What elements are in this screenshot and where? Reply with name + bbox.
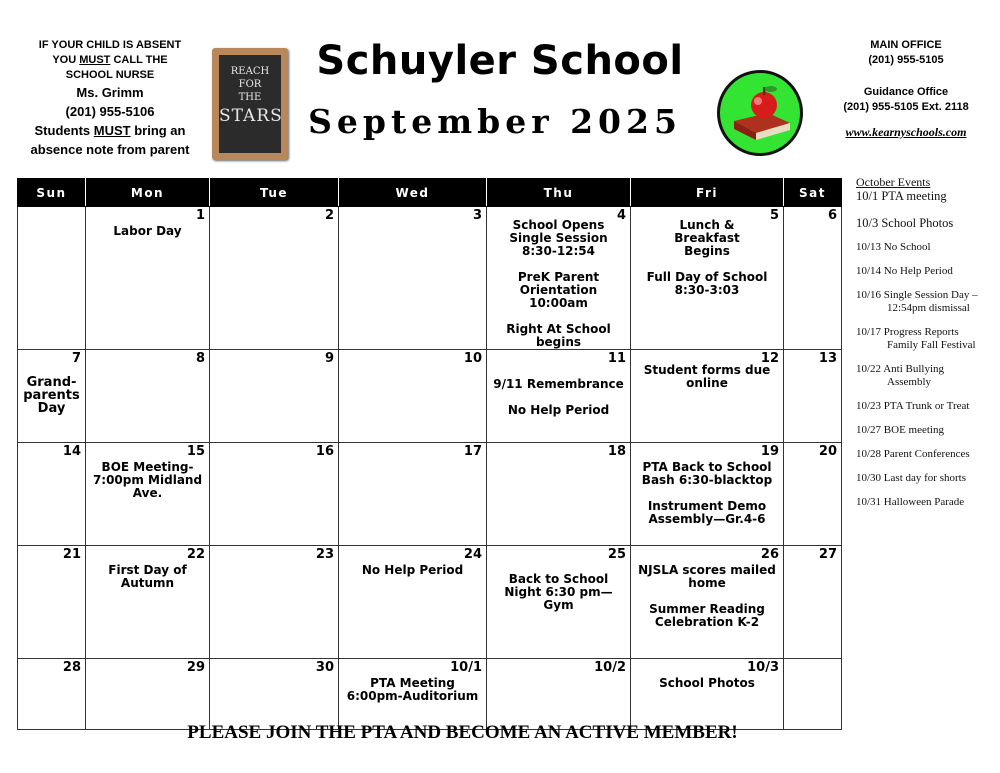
day-cell[interactable] [18, 659, 86, 730]
event-line: PreK Parent [517, 270, 600, 284]
weekday-tue: Tue [210, 179, 339, 207]
day-number: 2 [324, 208, 334, 223]
day-cell[interactable] [210, 350, 339, 443]
day-cell[interactable] [784, 350, 842, 443]
event-line: Gym [543, 598, 574, 612]
october-event-line: 10/3 School Photos [856, 216, 954, 230]
day-number: 1 [195, 208, 205, 223]
october-event-item [856, 241, 996, 254]
day-number: 13 [818, 351, 837, 366]
nurse-phone: (201) 955-5106 [65, 104, 155, 119]
website-link[interactable]: www.kearnyschools.com [845, 125, 967, 139]
chalk-text-2: THE [238, 92, 262, 103]
weekday-mon: Mon [86, 179, 210, 207]
event-line: Instrument Demo [647, 499, 767, 513]
event-line: Right At School [506, 322, 611, 336]
day-number: 28 [62, 660, 81, 675]
day-events [631, 207, 783, 297]
day-cell[interactable] [210, 443, 339, 546]
event-line: Orientation 10:00am [519, 283, 598, 310]
day-number: 20 [818, 444, 837, 459]
event-line: School Opens [512, 218, 605, 232]
nurse-line-1: IF YOUR CHILD IS ABSENT [38, 39, 182, 51]
chalkboard-slate [219, 55, 281, 153]
october-event-item [856, 424, 996, 437]
event-line: Back to School [508, 572, 609, 586]
day-cell[interactable] [339, 546, 487, 659]
event-line: NJSLA scores mailed [638, 563, 776, 577]
event-line: PTA Meeting [370, 676, 455, 690]
event-line: begins [535, 335, 582, 349]
day-number: 6 [827, 208, 837, 223]
day-number: 10/1 [450, 660, 482, 675]
day-cell[interactable] [339, 350, 487, 443]
main-office-label: MAIN OFFICE [870, 39, 942, 51]
event-line: Grand- [26, 375, 77, 390]
day-cell[interactable] [18, 443, 86, 546]
day-number: 8 [195, 351, 205, 366]
october-event-item [856, 496, 996, 509]
day-cell[interactable] [487, 546, 631, 659]
guidance-label: Guidance Office [863, 86, 949, 98]
day-number: 10/2 [594, 660, 626, 675]
day-cell[interactable] [487, 207, 631, 350]
day-cell[interactable] [631, 350, 784, 443]
nurse-notice [20, 38, 200, 159]
weekday-thu: Thu [487, 179, 631, 207]
weekday-header-row [18, 179, 842, 207]
day-cell[interactable] [487, 659, 631, 730]
event-line: parents [23, 388, 80, 403]
guidance-phone: (201) 955-5105 Ext. 2118 [843, 101, 969, 113]
event-line: home [688, 576, 726, 590]
event-line: Breakfast [674, 231, 740, 245]
day-events [487, 207, 630, 349]
day-number: 26 [760, 547, 779, 562]
day-cell[interactable] [339, 207, 487, 350]
apple-books-icon [717, 70, 803, 156]
event-line: Lunch & [679, 218, 735, 232]
day-cell[interactable] [784, 443, 842, 546]
day-cell[interactable] [86, 546, 210, 659]
event-line: Single Session [509, 231, 608, 245]
weekday-sat: Sat [784, 179, 842, 207]
day-number: 29 [186, 660, 205, 675]
october-event-line: 10/28 Parent Conferences [856, 448, 970, 460]
day-events [86, 207, 209, 238]
event-line: School Photos [659, 676, 755, 690]
october-event-line: Assembly [887, 376, 931, 388]
october-event-item [856, 448, 996, 461]
day-cell[interactable] [210, 659, 339, 730]
event-line: Summer Reading [649, 602, 765, 616]
event-line: 8:30-3:03 [674, 283, 740, 297]
chalk-text-1: REACH FOR [230, 66, 270, 90]
october-event-item [856, 289, 996, 315]
day-cell[interactable] [784, 659, 842, 730]
day-cell[interactable] [86, 443, 210, 546]
day-number: 21 [62, 547, 81, 562]
day-cell[interactable] [18, 350, 86, 443]
day-number: 9 [324, 351, 334, 366]
event-line: Celebration K-2 [654, 615, 760, 629]
day-number: 25 [607, 547, 626, 562]
pta-footer: PLEASE JOIN THE PTA AND BECOME AN ACTIVE MEMBER! [187, 722, 738, 743]
event-line: BOE Meeting- [101, 460, 194, 474]
event-line: No Help Period [361, 563, 464, 577]
nurse-line-3: SCHOOL NURSE [65, 69, 155, 81]
october-event-item [856, 265, 996, 278]
day-number: 15 [186, 444, 205, 459]
day-number: 12 [760, 351, 779, 366]
day-cell[interactable] [339, 659, 487, 730]
october-events [856, 175, 996, 520]
day-number: 17 [463, 444, 482, 459]
event-line: Night 6:30 pm— [504, 585, 613, 599]
day-number: 3 [472, 208, 482, 223]
october-event-line: 10/30 Last day for shorts [856, 472, 966, 484]
week-row [18, 546, 842, 659]
event-line: Day [37, 401, 66, 416]
event-line: Assembly—Gr.4-6 [648, 512, 766, 526]
event-line: online [686, 376, 728, 390]
october-event-item [856, 190, 996, 203]
month-title: September 2025 [308, 102, 682, 141]
october-event-item [856, 400, 996, 413]
day-cell[interactable] [631, 659, 784, 730]
day-number: 11 [607, 351, 626, 366]
event-line: First Day of [108, 563, 187, 577]
day-cell[interactable] [86, 207, 210, 350]
october-event-line: 10/31 Halloween Parade [856, 496, 965, 508]
day-cell[interactable] [18, 546, 86, 659]
day-cell[interactable] [631, 546, 784, 659]
day-number: 14 [62, 444, 81, 459]
day-cell[interactable] [487, 443, 631, 546]
event-line: 7:00pm Midland [92, 473, 203, 487]
october-event-item [856, 326, 996, 352]
event-line: 6:00pm-Auditorium [346, 689, 479, 703]
october-event-line: Family Fall Festival [887, 339, 976, 351]
event-line: PTA Back to School [642, 460, 772, 474]
october-event-item [856, 363, 996, 389]
october-event-line: 10/23 PTA Trunk or Treat [856, 400, 970, 412]
event-line: Student forms due [643, 363, 771, 377]
main-office-phone: (201) 955-5105 [868, 54, 944, 66]
day-cell[interactable] [210, 546, 339, 659]
day-number: 16 [315, 444, 334, 459]
october-event-item [856, 217, 996, 230]
october-event-line: 10/22 Anti Bullying [856, 363, 945, 375]
event-line: Labor Day [113, 224, 182, 238]
october-event-line: 10/1 PTA meeting [856, 189, 947, 203]
week-row [18, 207, 842, 350]
day-cell[interactable] [487, 350, 631, 443]
weekday-fri: Fri [631, 179, 784, 207]
day-number: 4 [616, 208, 626, 223]
event-line: Ave. [132, 486, 163, 500]
day-number: 30 [315, 660, 334, 675]
day-number: 27 [818, 547, 837, 562]
october-heading: October Events [856, 175, 931, 189]
weekday-wed: Wed [339, 179, 487, 207]
october-event-line: 10/27 BOE meeting [856, 424, 944, 436]
day-cell[interactable] [210, 207, 339, 350]
day-number: 19 [760, 444, 779, 459]
day-cell[interactable] [631, 443, 784, 546]
nurse-line-7: absence note from parent [30, 142, 190, 157]
chalk-text-3: STARS [219, 106, 283, 126]
day-number: 10 [463, 351, 482, 366]
nurse-line-6: Students MUST bring an [34, 123, 186, 138]
event-line: 8:30-12:54 [521, 244, 596, 258]
october-event-line: 12:54pm dismissal [887, 302, 970, 314]
day-number: 24 [463, 547, 482, 562]
day-cell[interactable] [86, 659, 210, 730]
event-line: Full Day of School [646, 270, 768, 284]
day-cell[interactable] [86, 350, 210, 443]
october-event-item [856, 472, 996, 485]
week-row [18, 443, 842, 546]
october-event-line: 10/17 Progress Reports [856, 326, 959, 338]
event-line: No Help Period [507, 403, 610, 417]
day-cell[interactable] [784, 546, 842, 659]
october-event-line: 10/16 Single Session Day – [856, 289, 978, 301]
october-event-line: 10/13 No School [856, 241, 931, 253]
day-number: 22 [186, 547, 205, 562]
event-line: Begins [684, 244, 730, 258]
day-cell[interactable] [339, 443, 487, 546]
chalkboard-image [212, 48, 288, 160]
day-cell[interactable] [18, 207, 86, 350]
october-event-line: 10/14 No Help Period [856, 265, 953, 277]
day-cell[interactable] [784, 207, 842, 350]
week-row [18, 350, 842, 443]
school-title: Schuyler School [316, 38, 684, 84]
day-number: 18 [607, 444, 626, 459]
nurse-name: Ms. Grimm [76, 85, 144, 100]
event-line: Bash 6:30-blacktop [641, 473, 773, 487]
office-info [826, 38, 986, 140]
week-row [18, 659, 842, 730]
day-number: 10/3 [747, 660, 779, 675]
day-cell[interactable] [631, 207, 784, 350]
day-number: 23 [315, 547, 334, 562]
event-line: 9/11 Remembrance [493, 377, 624, 391]
calendar-grid [17, 178, 842, 730]
weekday-sun: Sun [18, 179, 86, 207]
day-number: 7 [71, 351, 81, 366]
day-number: 5 [769, 208, 779, 223]
nurse-line-2: YOU MUST CALL THE [52, 54, 168, 66]
event-line: Autumn [120, 576, 175, 590]
